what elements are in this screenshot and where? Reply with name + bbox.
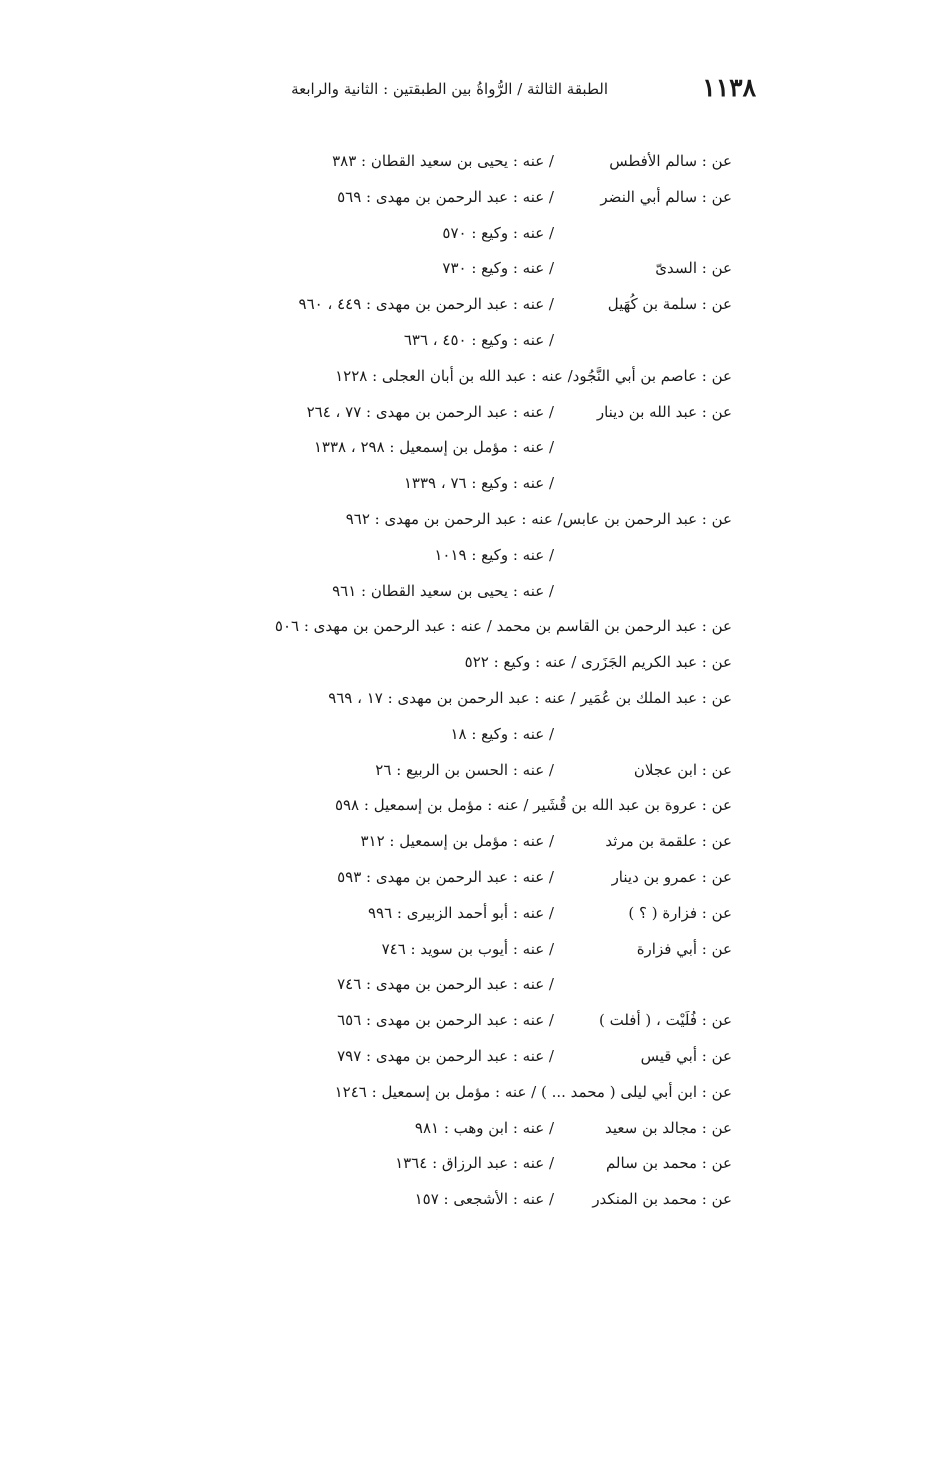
- narrator-transmitter: / عنه : أيوب بن سويد : ٧٤٦: [381, 939, 554, 958]
- narrator-source: عن : عمرو بن دينار: [611, 868, 732, 886]
- list-item: [404, 323, 732, 357]
- narrator-transmitter: / عنه : وكيع : ٤٥٠ ، ٦٣٦: [403, 331, 554, 349]
- narrator-transmitter: / عنه : عبد الرحمن بن مهدى : ٤٤٩ ، ٩٦٠: [298, 295, 554, 314]
- narrator-source: عن : أبي قيس: [640, 1047, 732, 1065]
- narrator-source: عن : فُلَيْت ، ( أفلت ): [598, 1011, 732, 1030]
- list-item: [360, 824, 732, 858]
- list-item: [328, 681, 732, 715]
- narrator-transmitter: / عنه : مؤمل بن إسمعيل : ٢٩٨ ، ١٣٣٨: [313, 438, 554, 457]
- narrator-transmitter: / عنه : مؤمل بن إسمعيل : ٣١٢: [360, 832, 554, 851]
- narrator-transmitter: / عنه : عبد الرحمن بن مهدى : ٥٦٩: [337, 187, 554, 206]
- narrator-transmitter: عن : عروة بن عبد الله بن قُشَير / عنه : مؤمل بن إسمعيل : ٥٩٨: [334, 796, 732, 815]
- narrator-source: عن : محمد بن سالم: [605, 1154, 732, 1173]
- narrator-transmitter: عن : عبد الرحمن بن القاسم بن محمد / عنه : عبد الرحمن بن مهدى : ٥٠٦: [274, 617, 732, 636]
- narrator-transmitter: عن : عبد الكريم الجَزَرى / عنه : وكيع : ٥٢٢: [464, 653, 732, 672]
- narrator-transmitter: عن : ابن أبي ليلى ( محمد ... ) / عنه : مؤمل بن إسمعيل : ١٢٤٦: [334, 1082, 732, 1101]
- narrator-transmitter: عن : عاصم بن أبي النَّجُود/ عنه : عبد الله بن أبان العجلى : ١٢٢٨: [335, 366, 732, 385]
- list-item: [337, 860, 732, 894]
- narrator-source: عن : سلمة بن كُهَيل: [607, 295, 732, 314]
- narrator-transmitter: / عنه : يحيى بن سعيد القطان : ٣٨٣: [332, 152, 554, 170]
- narrator-transmitter: / عنه : عبد الرحمن بن مهدى : ٧٧ ، ٢٦٤: [306, 402, 554, 421]
- list-item: [307, 395, 732, 429]
- narrator-transmitter: / عنه : وكيع : ١٠١٩: [434, 545, 554, 564]
- list-item: [314, 430, 732, 464]
- narrator-transmitter: / عنه : ابن وهب : ٩٨١: [414, 1118, 554, 1137]
- list-item: [442, 251, 732, 285]
- narrator-transmitter: / عنه : يحيى بن سعيد القطان : ٩٦١: [332, 581, 554, 600]
- page-number: ١١٣٨: [702, 73, 756, 102]
- list-item: [375, 753, 732, 787]
- running-head: الطبقة الثالثة / الرُّواةُ بين الطبقتين : الثانية والرابعة: [291, 80, 608, 98]
- narrator-transmitter: / عنه : الحسن بن الربيع : ٢٦: [375, 760, 554, 779]
- narrator-transmitter: / عنه : وكيع : ٧٦ ، ١٣٣٩: [403, 474, 554, 493]
- list-item: [434, 538, 732, 572]
- narrator-source: عن : السدىّ: [655, 259, 732, 278]
- narrator-source: عن : مجالد بن سعيد: [604, 1118, 732, 1137]
- narrator-transmitter: / عنه : أبو أحمد الزبيرى : ٩٩٦: [367, 903, 554, 922]
- list-item: [299, 287, 732, 321]
- narrator-transmitter: / عنه : وكيع : ٥٧٠: [442, 223, 554, 242]
- list-item: [332, 574, 732, 608]
- list-item: [465, 645, 732, 679]
- list-item: [335, 1075, 732, 1109]
- list-item: [395, 1146, 732, 1180]
- list-item: [337, 180, 732, 214]
- narrator-source: عن : ابن عجلان: [633, 760, 732, 779]
- narrator-source: عن : محمد بن المنكدر: [592, 1190, 732, 1209]
- narrator-transmitter: عن : عبد الرحمن بن عابس/ عنه : عبد الرحمن بن مهدى : ٩٦٢: [345, 510, 732, 528]
- narrator-transmitter: / عنه : عبد الرزاق : ١٣٦٤: [395, 1154, 554, 1173]
- list-item: [337, 1003, 732, 1037]
- list-item: [275, 609, 732, 643]
- list-item: [337, 1039, 732, 1073]
- narrator-source: عن : سالم الأفطس: [609, 152, 732, 170]
- list-item: [346, 502, 732, 536]
- narrator-transmitter: / عنه : عبد الرحمن بن مهدى : ٦٥٦: [337, 1011, 554, 1030]
- narrator-source: عن : فزارة ( ؟ ): [628, 903, 732, 922]
- narrator-source: عن : سالم أبي النضر: [600, 187, 732, 206]
- list-item: [404, 466, 732, 500]
- list-item: [415, 1111, 732, 1145]
- narrator-transmitter: / عنه : عبد الرحمن بن مهدى : ٧٤٦: [337, 975, 554, 994]
- narrator-source: عن : أبي فزارة: [636, 939, 732, 958]
- list-item: [335, 788, 732, 822]
- narrator-transmitter: / عنه : عبد الرحمن بن مهدى : ٥٩٣: [337, 868, 554, 886]
- narrator-transmitter: عن : عبد الملك بن عُمَير / عنه : عبد الرحمن بن مهدى : ١٧ ، ٩٦٩: [328, 689, 732, 707]
- list-item: [368, 896, 732, 930]
- list-item: [442, 216, 732, 250]
- list-item: [382, 932, 732, 966]
- list-item: [337, 967, 732, 1001]
- narrator-source: عن : علقمة بن مرثد: [605, 832, 732, 851]
- list-item: [332, 144, 732, 178]
- page-header: [0, 72, 948, 104]
- narrator-transmitter: / عنه : عبد الرحمن بن مهدى : ٧٩٧: [337, 1047, 554, 1065]
- narrator-transmitter: / عنه : وكيع : ١٨: [450, 724, 554, 743]
- narrator-transmitter: / عنه : وكيع : ٧٣٠: [442, 259, 554, 278]
- list-item: [415, 1182, 732, 1216]
- narrator-transmitter: / عنه : الأشجعى : ١٥٧: [414, 1190, 554, 1209]
- list-item: [450, 717, 732, 751]
- list-item: [335, 359, 732, 393]
- narrator-source: عن : عبد الله بن دينار: [596, 402, 732, 421]
